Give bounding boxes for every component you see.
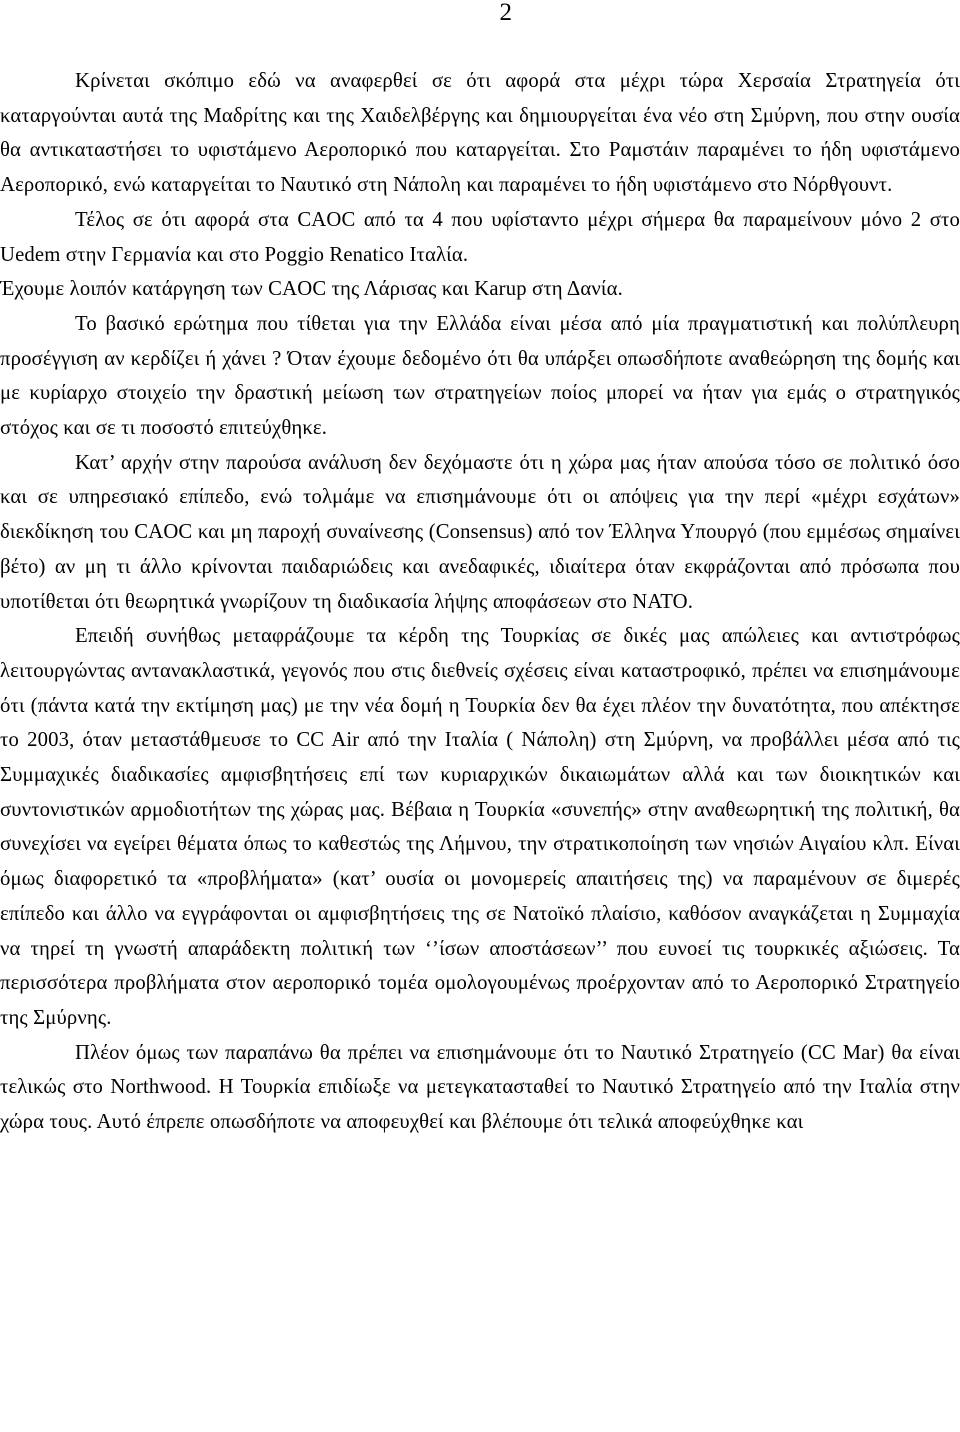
paragraph-1: Κρίνεται σκόπιμο εδώ να αναφερθεί σε ότι αφορά στα μέχρι τώρα Χερσαία Στρατηγεία ότι καταργούνται αυτά της Μαδρίτης και της Χαιδελβέργης και δημιουργείται ένα νέο στη Σμύρνη, που στην ουσία θα αντικαταστήσει το υφιστάμενο Αεροπορικό που καταργείται. Στο Ραμστάιν παραμένει το ήδη υφιστάμενο Αεροπορικό, ενώ καταργείται το Ναυτικό στη Νάπολη και παραμένει το ήδη υφιστάμενο στο Νόρθγουντ. [0, 70, 960, 197]
paragraph-7: Πλέον όμως των παραπάνω θα πρέπει να επισημάνουμε ότι το Ναυτικό Στρατηγείο (CC Mar) θα είναι τελικώς στο Northwood. Η Τουρκία επιδίωξε να μετεγκατασταθεί το Ναυτικό Στρατηγείο από την Ιταλία στην χώρα τους. Αυτό έπρεπε οπωσδήποτε να αποφευχθεί και βλέπουμε ότι τελικά αποφεύχθηκε και [0, 1041, 960, 1134]
paragraph-3: Έχουμε λοιπόν κατάργηση των CAOC της Λάρισας και Karup στη Δανία. [0, 278, 623, 301]
paragraph-2: Τέλος σε ότι αφορά στα CAOC από τα 4 που υφίσταντο μέχρι σήμερα θα παραμείνουν μόνο 2 στο Uedem στην Γερμανία και στο Poggio Renatico Ιταλία. [0, 208, 960, 266]
page-number: 2 [499, 0, 512, 26]
paragraph-5: Κατ’ αρχήν στην παρούσα ανάλυση δεν δεχόμαστε ότι η χώρα μας ήταν απούσα τόσο σε πολιτικό όσο και σε υπηρεσιακό επίπεδο, ενώ τολμάμε να επισημάνουμε ότι οι απόψεις για την περί «μέχρι εσχάτων» διεκδίκηση του CAOC και μη παροχή συναίνεσης (Consensus) από τον Έλληνα Υπουργό (που εμμέσως σημαίνει βέτο) αν μη τι άλλο κρίνονται παιδαριώδεις και ανεδαφικές, ιδιαίτερα όταν εκφράζονται από πρόσωπα που υποτίθεται ότι θεωρητικά γνωρίζουν τη διαδικασία λήψης αποφάσεων στο ΝΑΤΟ. [0, 451, 960, 613]
paragraph-6: Επειδή συνήθως μεταφράζουμε τα κέρδη της Τουρκίας σε δικές μας απώλειες και αντιστρόφως λειτουργώντας αντανακλαστικά, γεγονός που στις διεθνείς σχέσεις είναι καταστροφικό, πρέπει να επισημάνουμε ότι (πάντα κατά την εκτίμηση μας) με την νέα δομή η Τουρκία δεν θα έχει πλέον την δυνατότητα, που απέκτησε το 2003, όταν μεταστάθμευσε το CC Air από την Ιταλία ( Νάπολη) στη Σμύρνη, να προβάλλει μέσα από τις Συμμαχικές διαδικασίες αμφισβητήσεις επί των κυριαρχικών δικαιωμάτων αλλά και των διοικητικών και συντονιστικών αρμοδιοτήτων της χώρας μας. Βέβαια η Τουρκία «συνεπής» στην αναθεωρητική της πολιτική, θα συνεχίσει να εγείρει θέματα όπως το καθεστώς της Λήμνου, την στρατικοποίηση των νησιών Αιγαίου κλπ. Είναι όμως διαφορετικό τα «προβλήματα» (κατ’ ουσία οι μονομερείς απαιτήσεις της) να παραμένουν σε διμερές επίπεδο και άλλο να εγγράφονται οι αμφισβητήσεις της σε Νατοϊκό πλαίσιο, καθόσον αναγκάζεται η Συμμαχία να τηρεί τη γνωστή απαράδεκτη πολιτική των ‘’ίσων αποστάσεων’’ που ευνοεί τις τουρκικές αξιώσεις. Τα περισσότερα προβλήματα στον αεροπορικό τομέα ομολογουμένως προέρχονταν από το Αεροπορικό Στρατηγείο της Σμύρνης. [0, 625, 960, 1029]
document-body [0, 64, 960, 1140]
paragraph-4: Το βασικό ερώτημα που τίθεται για την Ελλάδα είναι μέσα από μία πραγματιστική και πολύπλευρη προσέγγιση αν κερδίζει ή χάνει ? Όταν έχουμε δεδομένο ότι θα υπάρξει οπωσδήποτε αναθεώρηση της δομής και με κυρίαρχο στοιχείο την δραστική μείωση των στρατηγείων ποίος μπορεί να ήταν για εμάς ο στρατηγικός στόχος και σε τι ποσοστό επιτεύχθηκε. [0, 312, 960, 440]
